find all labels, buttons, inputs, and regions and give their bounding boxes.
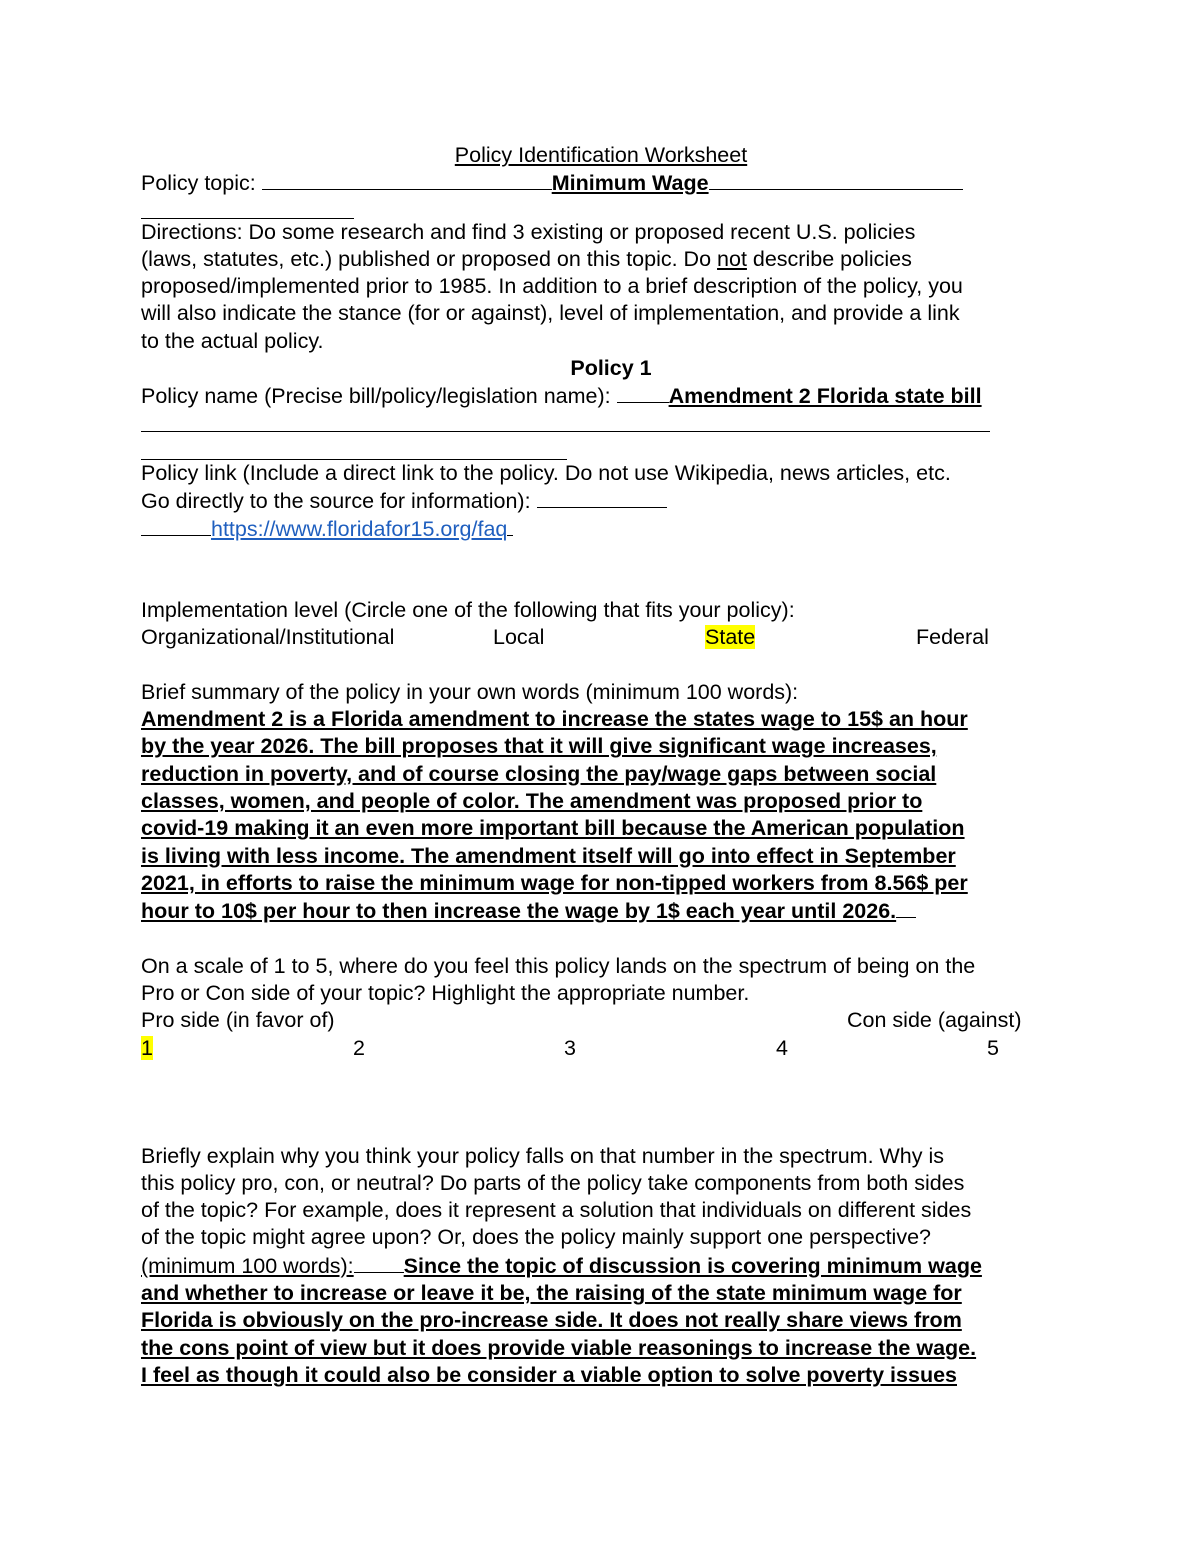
summary-line: classes, women, and people of color. The amendment was proposed prior to: [141, 788, 923, 813]
summary-line: [141, 897, 1061, 925]
policy-topic-value: Minimum Wage: [551, 171, 709, 196]
topic-continuation-blank: [141, 198, 354, 219]
directions-line-3: proposed/implemented prior to 1985. In addition to a brief description of the policy, you: [141, 274, 963, 299]
explain-answer-line: the cons point of view but it does provide viable reasonings to increase the wage.: [141, 1335, 977, 1360]
policy-name-blank-line: [141, 439, 567, 460]
explain-last-prompt: (minimum 100 words):: [141, 1253, 354, 1278]
page-title: Policy Identification Worksheet: [454, 143, 748, 167]
explain-answer-first-row: [141, 1252, 1061, 1280]
pro-side-label: Pro side (in favor of): [141, 1008, 335, 1033]
summary-answer: [141, 706, 1061, 925]
summary-line-text: hour to 10$ per hour to then increase the wage by 1$ each year until 2026.: [141, 899, 897, 924]
summary-trailing-blank: [896, 897, 916, 918]
directions-line-4: will also indicate the stance (for or against), level of implementation, and provide a link: [141, 301, 960, 326]
scale-prompt-line-2: Pro or Con side of your topic? Highlight the appropriate number.: [141, 981, 750, 1006]
directions-line-1: Directions: Do some research and find 3 existing or proposed recent U.S. policies: [141, 219, 916, 244]
scale-prompt-line-1: On a scale of 1 to 5, where do you feel this policy lands on the spectrum of being on the: [141, 953, 976, 978]
scale-number-4[interactable]: 4: [776, 1035, 788, 1060]
explain-answer-line: and whether to increase or leave it be, the raising of the state minimum wage for: [141, 1280, 962, 1305]
policy-heading: Policy 1: [570, 356, 652, 381]
topic-blank-right: [709, 169, 963, 190]
summary-line: by the year 2026. The bill proposes that it will give significant wage increases,: [141, 734, 937, 759]
explain-answer-line: I feel as though it could also be consider a viable option to solve poverty issues: [141, 1362, 957, 1387]
implementation-options: [141, 624, 1061, 651]
scale-side-labels: [141, 1007, 1061, 1034]
directions-emphasis: not: [717, 246, 747, 271]
summary-line: is living with less income. The amendment itself will go into effect in September: [141, 843, 956, 868]
scale-numbers: [141, 1035, 1061, 1062]
policy-name-blank: [617, 382, 669, 403]
policy-link-label: Go directly to the source for information):: [141, 488, 531, 513]
scale-number-1[interactable]: 1: [141, 1035, 153, 1060]
policy-name-blank-line: [141, 411, 990, 432]
policy-link-url-row: [141, 515, 1061, 543]
scale-number-5[interactable]: 5: [987, 1035, 999, 1060]
explain-prompt-line: of the topic? For example, does it represent a solution that individuals on different sides: [141, 1198, 972, 1223]
directions-text: describe policies: [746, 246, 912, 271]
summary-line: 2021, in efforts to raise the minimum wage for non-tipped workers from 8.56$ per: [141, 870, 968, 895]
policy-name-value: Amendment 2 Florida state bill: [668, 384, 982, 409]
implementation-option-organizational[interactable]: Organizational/Institutional: [141, 625, 395, 650]
directions-line-5: to the actual policy.: [141, 328, 324, 353]
policy-topic-row: [141, 169, 1061, 197]
implementation-option-federal[interactable]: Federal: [916, 625, 989, 650]
policy-link-blank: [537, 487, 667, 508]
explain-prompt-line: of the topic might agree upon? Or, does the policy mainly support one perspective?: [141, 1225, 931, 1250]
explain-answer-line: Florida is obviously on the pro-increase side. It does not really share views from: [141, 1308, 962, 1333]
con-side-label: Con side (against): [847, 1008, 1022, 1033]
implementation-prompt: Implementation level (Circle one of the following that fits your policy):: [141, 597, 795, 622]
summary-line: covid-19 making it an even more important bill because the American population: [141, 816, 965, 841]
worksheet-page: [141, 142, 1061, 1389]
implementation-option-local[interactable]: Local: [493, 625, 545, 650]
summary-prompt: Brief summary of the policy in your own words (minimum 100 words):: [141, 679, 799, 704]
implementation-option-state[interactable]: State: [705, 625, 756, 650]
directions-line-2: [141, 246, 1061, 273]
summary-line: reduction in poverty, and of course closing the pay/wage gaps between social: [141, 761, 937, 786]
explain-prompt-line: Briefly explain why you think your policy falls on that number in the spectrum. Why is: [141, 1143, 945, 1168]
policy-link-url[interactable]: https://www.floridafor15.org/faq: [211, 517, 508, 542]
policy-link-line-1: Policy link (Include a direct link to the policy. Do not use Wikipedia, news articles, etc.: [141, 460, 951, 485]
policy-name-row: [141, 382, 1061, 410]
summary-line: Amendment 2 is a Florida amendment to increase the states wage to 15$ an hour: [141, 707, 968, 732]
topic-blank-left: [262, 169, 552, 190]
policy-link-trailing-blank: [507, 515, 513, 536]
scale-number-2[interactable]: 2: [353, 1035, 365, 1060]
policy-link-line-2: [141, 487, 1061, 515]
policy-link-indent-blank: [141, 515, 211, 536]
policy-topic-label: Policy topic:: [141, 171, 256, 196]
policy-name-label: Policy name (Precise bill/policy/legislation name):: [141, 384, 611, 409]
explain-prompt-line: this policy pro, con, or neutral? Do parts of the policy take components from both sides: [141, 1170, 965, 1195]
explain-blank: [354, 1252, 404, 1273]
directions-text: (laws, statutes, etc.) published or proposed on this topic. Do: [141, 246, 718, 271]
explain-answer-line: Since the topic of discussion is covering minimum wage: [403, 1253, 982, 1278]
scale-number-3[interactable]: 3: [564, 1035, 576, 1060]
